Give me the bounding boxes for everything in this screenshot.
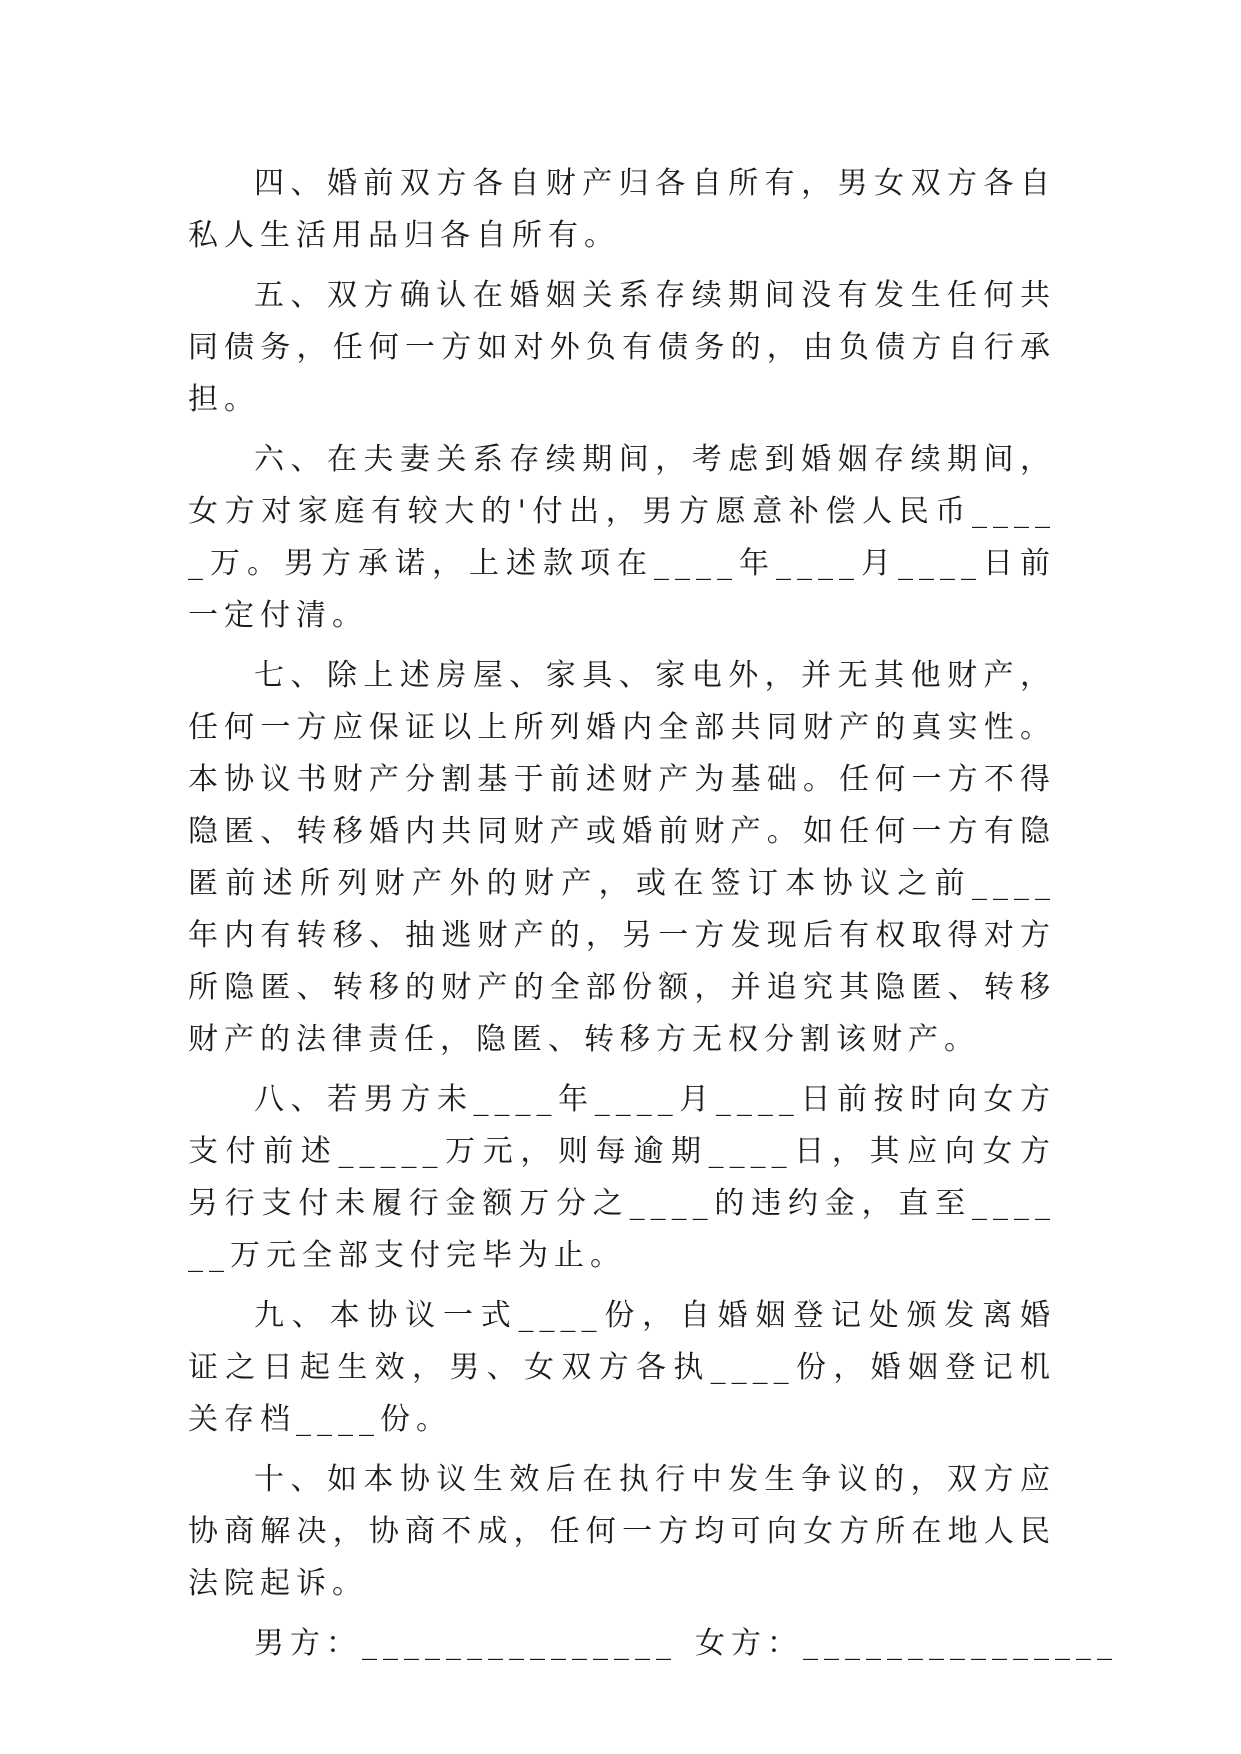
signature-line [188, 1618, 1118, 1670]
clause-6: 六、在夫妻关系存续期间，考虑到婚姻存续期间，女方对家庭有较大的'付出，男方愿意补偿人民币_____万。男方承诺，上述款项在____年____月____日前一定付清。 [188, 442, 1056, 633]
clause-10: 十、如本协议生效后在执行中发生争议的，双方应协商解决，协商不成，任何一方均可向女方所在地人民法院起诉。 [188, 1462, 1056, 1601]
female-signature: 女方：_______________ [695, 1626, 1118, 1661]
clause-5: 五、双方确认在婚姻关系存续期间没有发生任何共同债务，任何一方如对外负有债务的，由负债方自行承担。 [188, 278, 1056, 417]
male-signature: 男方：_______________ [254, 1626, 677, 1661]
clause-9: 九、本协议一式____份，自婚姻登记处颁发离婚证之日起生效，男、女双方各执____份，婚姻登记机关存档____份。 [188, 1298, 1056, 1437]
clause-7: 七、除上述房屋、家具、家电外，并无其他财产，任何一方应保证以上所列婚内全部共同财产的真实性。本协议书财产分割基于前述财产为基础。任何一方不得隐匿、转移婚内共同财产或婚前财产。如任何一方有隐匿前述所列财产外的财产，或在签订本协议之前____年内有转移、抽逃财产的，另一方发现后有权取得对方所隐匿、转移的财产的全部份额，并追究其隐匿、转移财产的法律责任，隐匿、转移方无权分割该财产。 [188, 658, 1056, 1057]
clause-4: 四、婚前双方各自财产归各自所有，男女双方各自私人生活用品归各自所有。 [188, 166, 1056, 253]
clause-8: 八、若男方未____年____月____日前按时向女方支付前述_____万元，则每逾期____日，其应向女方另行支付未履行金额万分之____的违约金，直至______万元全部支付完毕为止。 [188, 1082, 1056, 1273]
agreement-page [188, 158, 1118, 1670]
